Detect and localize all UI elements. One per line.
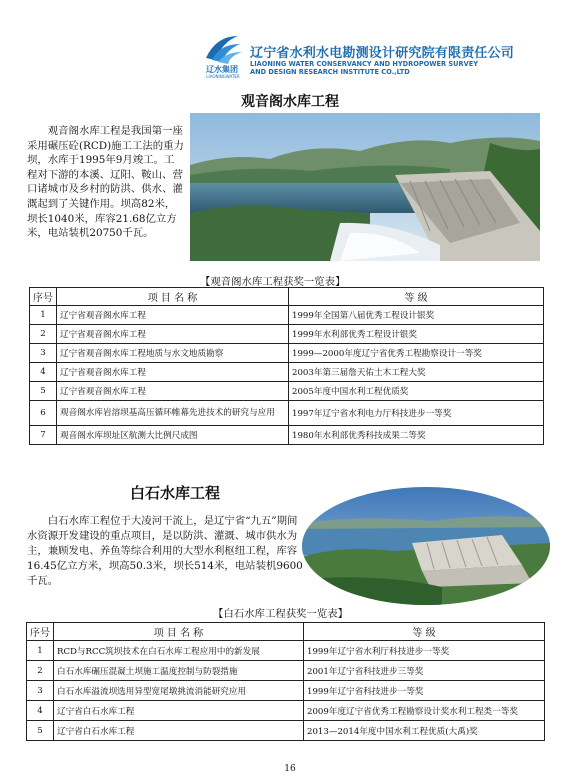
- cell-name: 辽宁省观音阁水库工程: [57, 382, 289, 401]
- company-name-en-line1: LIAONING WATER CONSERVANCY AND HYDROPOWER SURVEY: [250, 60, 478, 68]
- table-row: [27, 721, 545, 741]
- table-row: [30, 325, 544, 344]
- section1-title: 观音阁水库工程: [241, 94, 339, 110]
- section1-body: 观音阁水库工程是我国第一座采用碾压砼(RCD)施工工法的重力坝，水库于1995年9月竣工。工程对下游的本溪、辽阳、鞍山、营口诸城市及乡村的防洪、供水、灌溉起到了关键作用。坝高82米，坝长1040米，库容21.68亿立方米，电站装机20750千瓦。: [27, 125, 184, 240]
- cell-name: 辽宁省观音阁水库工程地质与水文地质勘察: [57, 344, 289, 363]
- cell-no: 5: [30, 382, 57, 401]
- table-row: [27, 681, 545, 701]
- cell-name: 辽宁省白石水库工程: [54, 721, 304, 741]
- cell-name: 观音阁水库坝址区航测大比例尺成图: [57, 426, 289, 445]
- company-name-cn: 辽宁省水利水电勘测设计研究院有限责任公司: [250, 46, 515, 61]
- cell-no: 1: [27, 641, 54, 661]
- baishi-awards-table: [26, 622, 545, 741]
- cell-level: 1999年水利部优秀工程设计银奖: [289, 325, 544, 344]
- cell-level: 1980年水利部优秀科技成果二等奖: [289, 426, 544, 445]
- cell-name: 白石水库碾压混凝土坝施工温度控制与防裂措施: [54, 661, 304, 681]
- page-header: [0, 0, 580, 82]
- cell-no: 2: [30, 325, 57, 344]
- col-header-no: 序号: [30, 288, 57, 306]
- cell-level: 1999年辽宁省水利厅科技进步一等奖: [304, 641, 545, 661]
- cell-no: 6: [30, 401, 57, 426]
- table-row: [30, 426, 544, 445]
- logo-en: LIAONINGWATER: [206, 74, 240, 79]
- cell-no: 2: [27, 661, 54, 681]
- col-header-level: 等 级: [304, 623, 545, 641]
- section2-body: 白石水库工程位于大凌河干流上，是辽宁省“九五”期间水资源开发建设的重点项目，是以防洪、灌溉、城市供水为主，兼顾发电、养鱼等综合利用的大型水利枢纽工程，库容16.45亿立方米，坝高50.3米，坝长514米，电站装机9600千瓦。: [27, 515, 303, 587]
- col-header-no: 序号: [27, 623, 54, 641]
- cell-level: 1999年全国第八届优秀工程设计银奖: [289, 306, 544, 325]
- cell-no: 4: [27, 701, 54, 721]
- cell-no: 7: [30, 426, 57, 445]
- cell-level: 2005年度中国水利工程优质奖: [289, 382, 544, 401]
- cell-name: 辽宁省观音阁水库工程: [57, 325, 289, 344]
- cell-no: 4: [30, 363, 57, 382]
- table-row: [27, 661, 545, 681]
- table-row: [30, 306, 544, 325]
- cell-name: 观音阁水库岩溶坝基高压循环帷幕先进技术的研究与应用: [57, 401, 289, 426]
- baishi-dam-photo: [302, 487, 550, 605]
- cell-level: 2009年度辽宁省优秀工程勘察设计奖水利工程类一等奖: [304, 701, 545, 721]
- col-header-level: 等 级: [289, 288, 544, 306]
- cell-name: 辽宁省观音阁水库工程: [57, 363, 289, 382]
- cell-name: 白石水库溢流坝选用异型宽尾墩挑流消能研究应用: [54, 681, 304, 701]
- table-row: [27, 641, 545, 661]
- col-header-name: 项 目 名 称: [57, 288, 289, 306]
- logo-text: 辽水集团: [206, 65, 238, 74]
- cell-level: 1999年辽宁省科技进步一等奖: [304, 681, 545, 701]
- table-header-row: [30, 288, 544, 306]
- section1-table-caption: 【观音阁水库工程获奖一览表】: [200, 276, 346, 288]
- guanyinge-dam-photo: [190, 113, 540, 261]
- table-row: [30, 401, 544, 426]
- page-number: 16: [284, 764, 296, 774]
- table-row: [27, 701, 545, 721]
- cell-no: 1: [30, 306, 57, 325]
- col-header-name: 项 目 名 称: [54, 623, 304, 641]
- cell-level: 1997年辽宁省水利电力厅科技进步一等奖: [289, 401, 544, 426]
- cell-level: 2001年辽宁省科技进步三等奖: [304, 661, 545, 681]
- table-row: [30, 382, 544, 401]
- cell-name: RCD与RCC筑坝技术在白石水库工程应用中的新发展: [54, 641, 304, 661]
- cell-no: 3: [30, 344, 57, 363]
- guanyinge-awards-table: [29, 287, 544, 445]
- section2-table-caption: 【白石水库工程获奖一览表】: [213, 608, 349, 620]
- cell-level: 1999—2000年度辽宁省优秀工程勘察设计一等奖: [289, 344, 544, 363]
- cell-level: 2013—2014年度中国水利工程优质(大禹)奖: [304, 721, 545, 741]
- cell-name: 辽宁省白石水库工程: [54, 701, 304, 721]
- table-row: [30, 363, 544, 382]
- company-name-en: [250, 60, 478, 76]
- company-name-en-line2: AND DESIGN RESEARCH INSTITUTE CO.,LTD: [250, 68, 410, 76]
- cell-level: 2003年第三届詹天佑土木工程大奖: [289, 363, 544, 382]
- cell-name: 辽宁省观音阁水库工程: [57, 306, 289, 325]
- cell-no: 3: [27, 681, 54, 701]
- cell-no: 5: [27, 721, 54, 741]
- section2-title: 白石水库工程: [130, 484, 221, 502]
- table-header-row: [27, 623, 545, 641]
- table-row: [30, 344, 544, 363]
